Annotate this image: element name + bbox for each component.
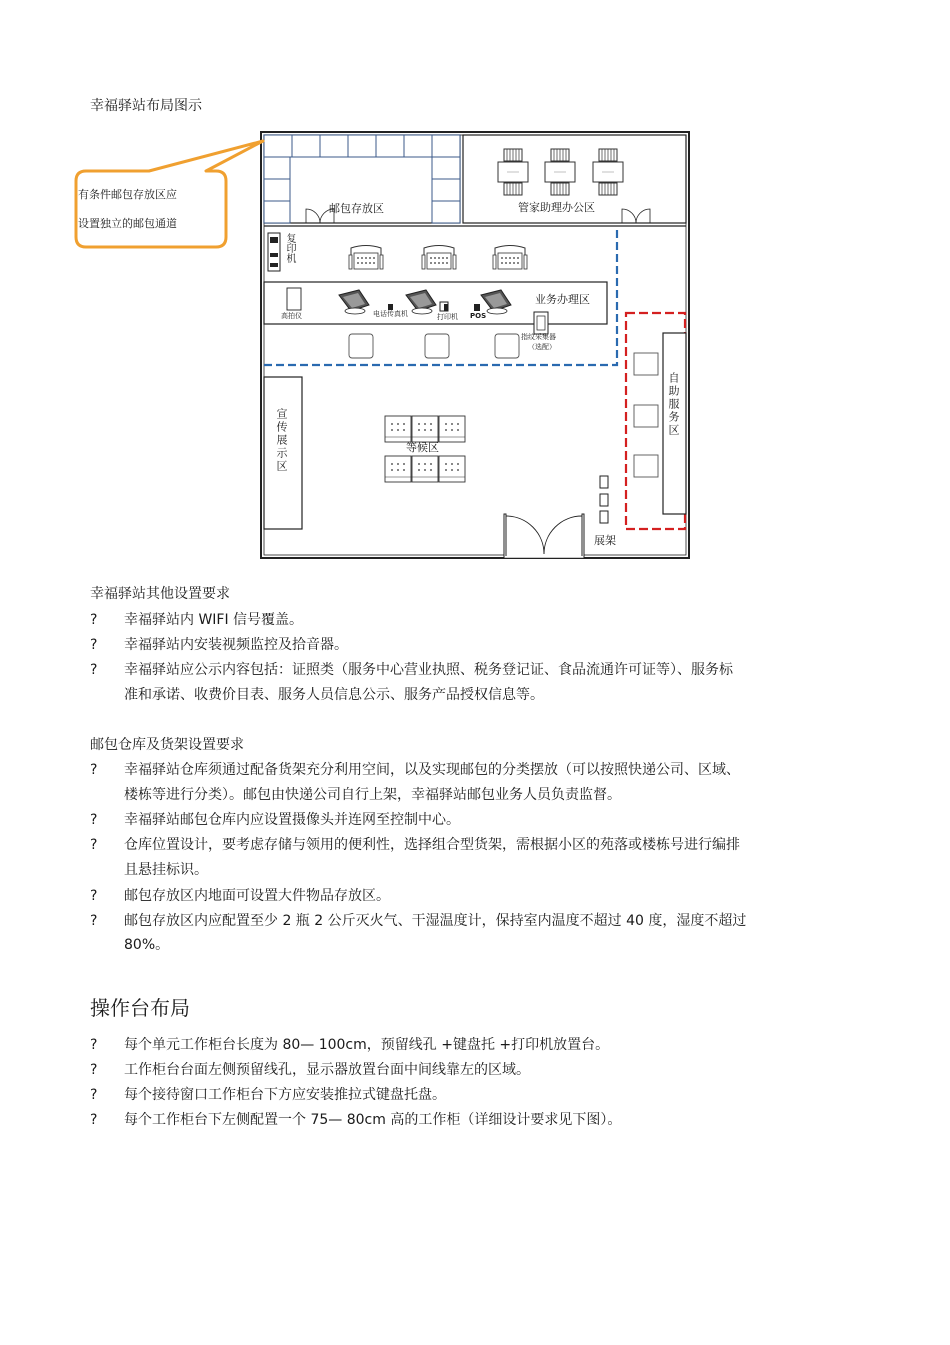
list-item: 每个接待窗口工作柜台下方应安装推拉式键盘托盘。: [124, 1087, 446, 1103]
callout-text-line2: 设置独立的邮包通道: [78, 217, 177, 230]
bullet: ?: [90, 837, 98, 853]
bullet: ?: [90, 762, 98, 778]
zone-label-shelf: 展架: [594, 534, 616, 547]
zone-label-waiting: 等候区: [406, 441, 439, 454]
bullet: ?: [90, 1062, 98, 1078]
list-item: 工作柜台台面左侧预留线孔，显示器放置台面中间线靠左的区域。: [124, 1062, 530, 1078]
list-item: 幸福驿站内安装视频监控及拾音器。: [124, 637, 348, 653]
section-title-other: 幸福驿站其他设置要求: [90, 586, 230, 602]
zone-label-business: 业务办理区: [535, 293, 590, 306]
zone-label-self-service: 自助服务区: [667, 372, 680, 437]
list-item: 邮包存放区内应配置至少 2 瓶 2 公斤灭火气、干湿温度计，保持室内温度不超过 40 度，湿度不超过: [124, 913, 747, 929]
device-label-fingerprint: 指纹采集器: [521, 333, 556, 341]
list-item: 邮包存放区内地面可设置大件物品存放区。: [124, 888, 390, 904]
list-item: 仓库位置设计，要考虑存储与领用的便利性，选择组合型货架，需根据小区的苑落或楼栋号进行编排: [124, 837, 740, 853]
list-item-continued: 准和承诺、收费价目表、服务人员信息公示、服务产品授权信息等。: [124, 687, 544, 703]
layout-title: 幸福驿站布局图示: [90, 98, 202, 114]
list-item-continued: 楼栋等进行分类）。邮包由快递公司自行上架，幸福驿站邮包业务人员负责监督。: [124, 787, 621, 803]
section-title-counter: 操作台布局: [90, 996, 190, 1020]
zone-label-promo: 宣传展示区: [275, 408, 288, 473]
section-title-warehouse: 邮包仓库及货架设置要求: [90, 737, 244, 753]
list-item: 幸福驿站应公示内容包括：证照类（服务中心营业执照、税务登记证、食品流通许可证等）、服务标: [124, 662, 733, 678]
bullet: ?: [90, 662, 98, 678]
bullet: ?: [90, 1112, 98, 1128]
bullet: ?: [90, 888, 98, 904]
bullet: ?: [90, 913, 98, 929]
zone-label-parcel-storage: 邮包存放区: [329, 202, 384, 215]
list-item: 幸福驿站仓库须通过配备货架充分利用空间，以及实现邮包的分类摆放（可以按照快递公司、区域、: [124, 762, 740, 778]
list-item-continued: 且悬挂标识。: [124, 862, 208, 878]
bullet: ?: [90, 612, 98, 628]
list-item: 幸福驿站内 WIFI 信号覆盖。: [124, 612, 304, 628]
list-item: 幸福驿站邮包仓库内应设置摄像头并连网至控制中心。: [124, 812, 460, 828]
device-label-phone-fax: 电话传真机: [373, 310, 408, 318]
copier-label: 复印机: [284, 233, 295, 263]
list-item: 每个工作柜台下左侧配置一个 75— 80cm 高的工作柜（详细设计要求见下图）。: [124, 1112, 622, 1128]
bullet: ?: [90, 1087, 98, 1103]
bullet: ?: [90, 637, 98, 653]
callout-text-line1: 有条件邮包存放区应: [78, 188, 177, 201]
device-label-printer: 打印机: [437, 313, 458, 321]
bullet: ?: [90, 1037, 98, 1053]
zone-label-housekeeper-office: 管家助理办公区: [518, 201, 595, 214]
device-label-fingerprint-optional: （选配）: [528, 343, 556, 351]
bullet: ?: [90, 812, 98, 828]
list-item: 每个单元工作柜台长度为 80— 100cm，预留线孔 +键盘托 +打印机放置台。: [124, 1037, 610, 1053]
device-label-pos: POS: [470, 312, 487, 320]
list-item-continued: 80%。: [124, 937, 170, 953]
device-label-high-camera: 高拍仪: [281, 312, 302, 320]
